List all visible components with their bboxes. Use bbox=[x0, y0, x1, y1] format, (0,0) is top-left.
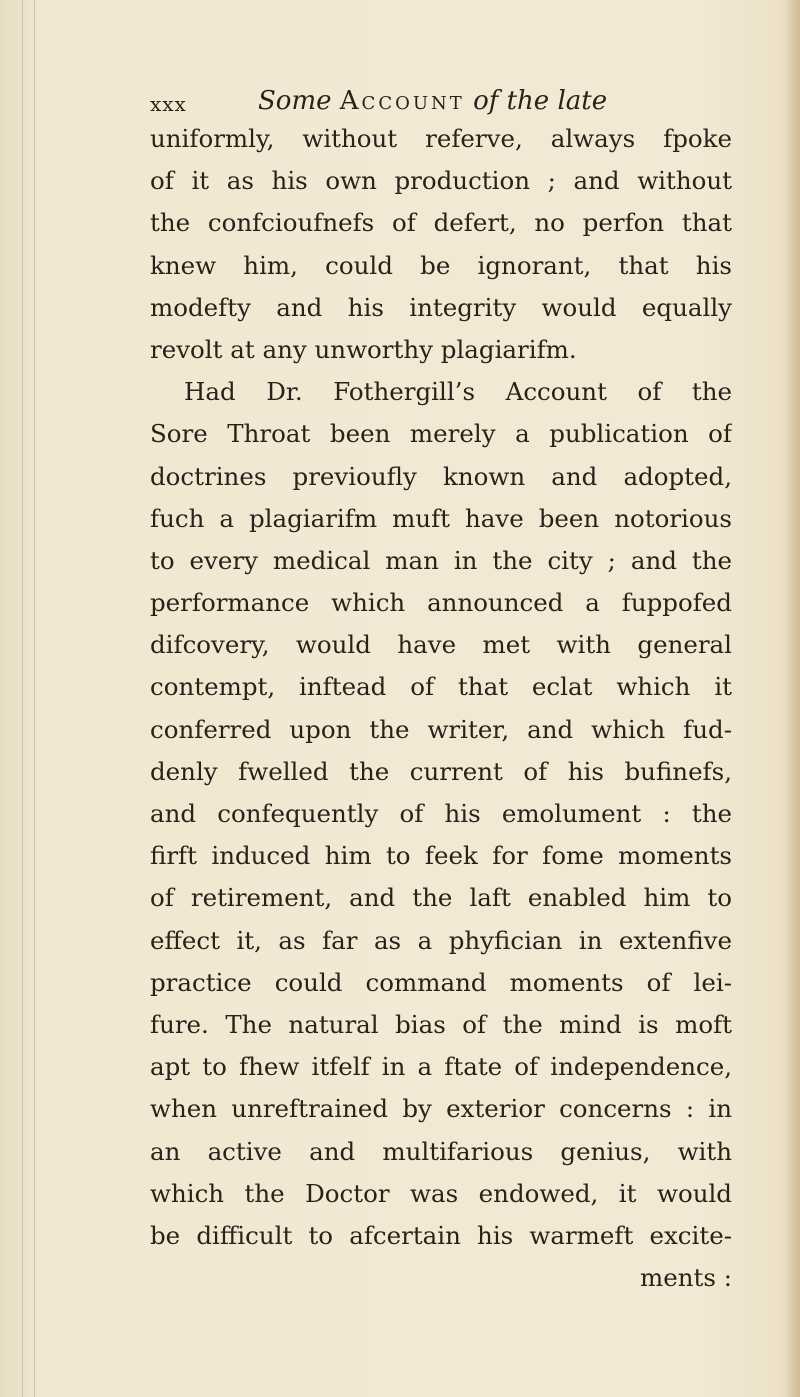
text-line: fuch a plagiarifm muft have been notorious bbox=[150, 503, 732, 533]
text-line: doctrines previoufly known and adopted, bbox=[150, 461, 732, 491]
text-line: knew him, could be ignorant, that his bbox=[150, 250, 732, 280]
text-line: uniformly, without referve, always fpoke bbox=[150, 124, 732, 153]
text-line: denly fwelled the current of his bufinefs, bbox=[150, 756, 732, 786]
text-line: conferred upon the writer, and which fud- bbox=[150, 714, 732, 744]
catchword: ments : bbox=[640, 1263, 732, 1293]
text-line: which the Doctor was endowed, it would bbox=[150, 1178, 732, 1208]
text-line: Had Dr. Fothergill’s Account of the bbox=[184, 377, 732, 407]
text-line: difcovery, would have met with general bbox=[150, 630, 732, 660]
text-line: and confequently of his emolument : the bbox=[150, 799, 732, 828]
page-edge-line bbox=[34, 0, 35, 1397]
text-line: fure. The natural bias of the mind is moft bbox=[150, 1009, 732, 1039]
text-line: an active and multifarious genius, with bbox=[150, 1136, 732, 1166]
text-line: of it as his own production ; and without bbox=[150, 166, 732, 196]
text-line: revolt at any unworthy plagiarifm. bbox=[150, 334, 577, 364]
text-line: firft induced him to feek for fome moments bbox=[150, 841, 732, 871]
running-title-prefix: Some bbox=[258, 86, 332, 116]
text-line: Sore Throat been merely a publication of bbox=[150, 419, 732, 449]
page-numeral: xxx bbox=[150, 92, 187, 116]
text-line: to every medical man in the city ; and the bbox=[150, 545, 732, 575]
text-line: effect it, as far as a phyfician in extenfive bbox=[150, 925, 732, 955]
text-line: performance which announced a fuppofed bbox=[150, 588, 732, 618]
running-title-main: Account bbox=[339, 86, 465, 116]
text-line: practice could command moments of lei- bbox=[150, 967, 732, 997]
text-line: apt to fhew itfelf in a ftate of independence, bbox=[150, 1052, 732, 1082]
text-line: when unreftrained by exterior concerns : in bbox=[150, 1094, 732, 1124]
text-line: modefty and his integrity would equally bbox=[150, 292, 732, 322]
body-text bbox=[150, 118, 732, 1299]
page-edge-line bbox=[22, 0, 23, 1397]
text-line: contempt, inftead of that eclat which it bbox=[150, 672, 732, 702]
text-line: of retirement, and the laft enabled him to bbox=[150, 883, 732, 913]
text-line: be difficult to afcertain his warmeft excite- bbox=[150, 1220, 732, 1250]
running-title bbox=[258, 86, 607, 116]
page-binding-edge bbox=[788, 0, 800, 1397]
running-title-suffix: of the late bbox=[473, 86, 608, 116]
text-line: the confcioufnefs of defert, no perfon that bbox=[150, 208, 732, 238]
